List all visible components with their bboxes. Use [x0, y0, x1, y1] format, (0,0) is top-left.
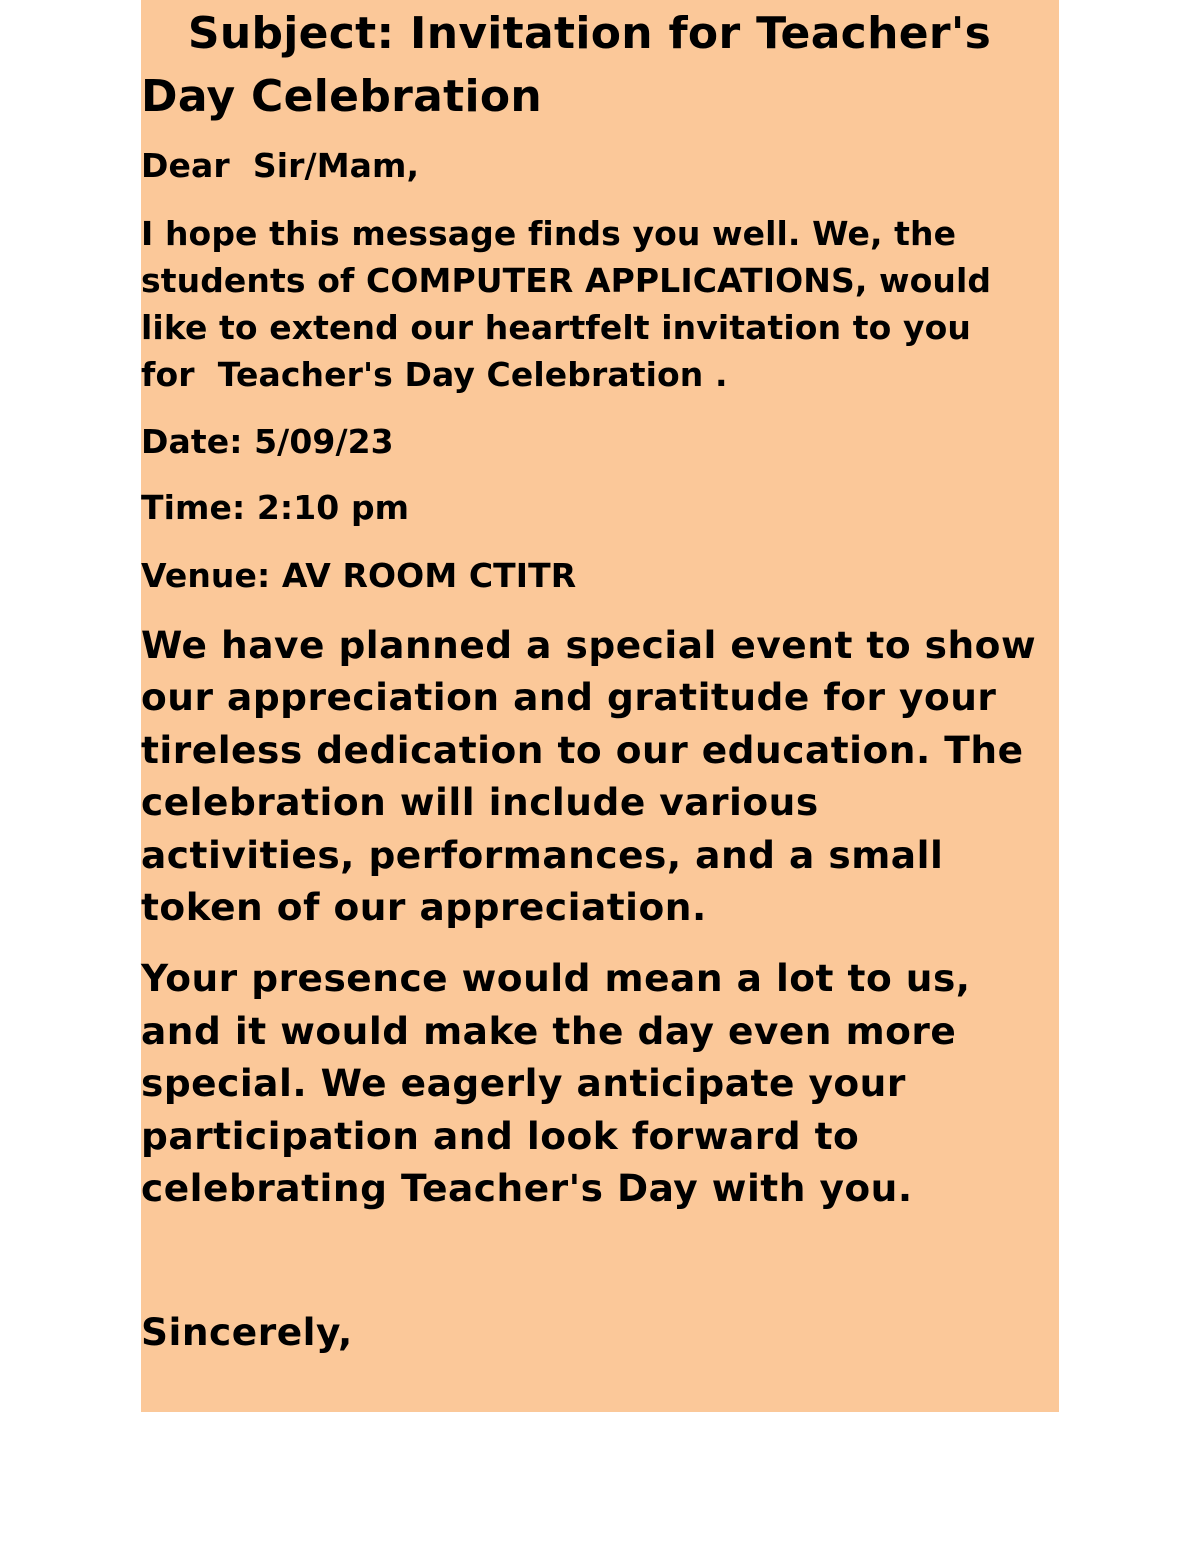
closing-line: participation and look forward to: [141, 1113, 860, 1158]
event-line: activities, performances, and a small: [141, 832, 944, 877]
event-line: celebration will include various: [141, 780, 819, 825]
event-line: tireless dedication to our education. The: [141, 727, 1024, 772]
subject-heading: Subject: Invitation for Teacher's Day Celebration: [141, 8, 1007, 122]
intro-line: students of COMPUTER APPLICATIONS, would: [141, 261, 992, 300]
intro-line: I hope this message finds you well. We, the: [141, 214, 957, 253]
closing-line: special. We eagerly anticipate your: [141, 1061, 906, 1105]
event-venue: Venue: AV ROOM CTITR: [141, 556, 577, 595]
letter-body: [141, 0, 1059, 1412]
event-line: token of our appreciation.: [141, 885, 707, 929]
intro-line: like to extend our heartfelt invitation to you: [141, 308, 971, 347]
event-date: Date: 5/09/23: [141, 422, 394, 461]
event-line: We have planned a special event to show: [141, 623, 1037, 667]
event-line: our appreciation and gratitude for your: [141, 675, 997, 720]
intro-line: for Teacher's Day Celebration .: [141, 355, 728, 394]
closing-line: celebrating Teacher's Day with you.: [141, 1166, 913, 1210]
signoff: Sincerely,: [141, 1310, 353, 1354]
closing-line: and it would make the day even more: [141, 1008, 957, 1053]
event-time: Time: 2:10 pm: [141, 488, 410, 527]
greeting: Dear Sir/Mam,: [141, 146, 420, 185]
closing-line: Your presence would mean a lot to us,: [141, 956, 971, 1000]
